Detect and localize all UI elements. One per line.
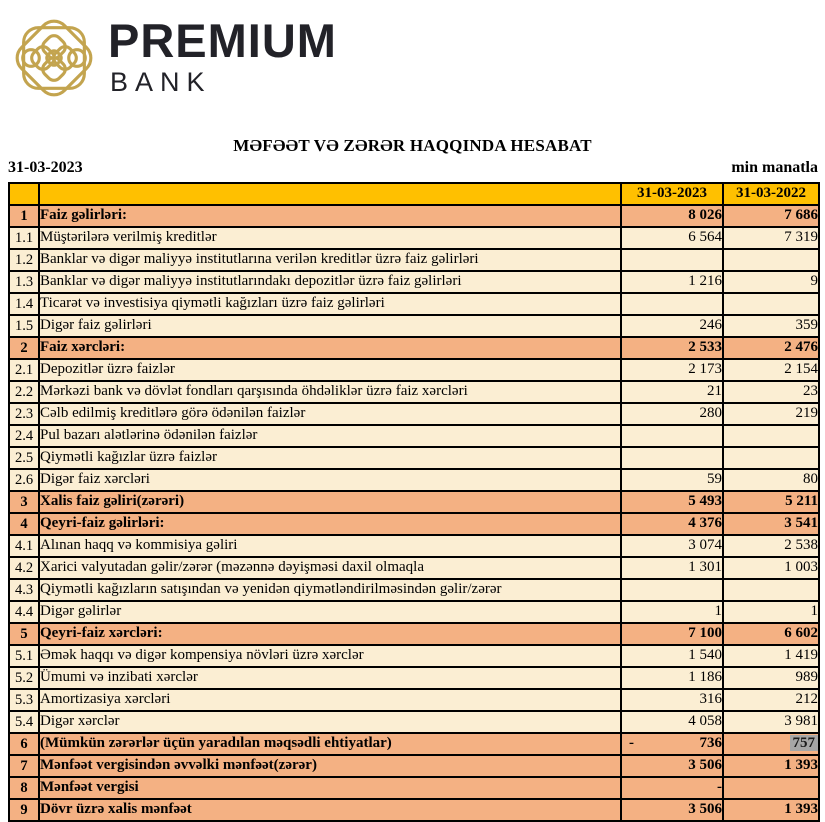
value-2023: - [621,777,723,799]
row-description: Depozitlər üzrə faizlər [39,359,621,381]
row-description: Ümumi və inzibati xərclər [39,667,621,689]
row-description: Faiz gəlirləri: [39,205,621,227]
value-2023: - 736 [621,733,723,755]
row-number: 2 [9,337,39,359]
value-2023: 21 [621,381,723,403]
report-unit-label: min manatla [731,159,818,176]
value-2023: 246 [621,315,723,337]
row-number: 7 [9,755,39,777]
value-2022: 359 [723,315,819,337]
value-2022: 2 538 [723,535,819,557]
row-description: Qiymətli kağızlar üzrə faizlər [39,447,621,469]
value-2022 [723,447,819,469]
value-2022 [723,733,819,755]
row-description: Digər gəlirlər [39,601,621,623]
row-number: 4.4 [9,601,39,623]
row-number: 5 [9,623,39,645]
value-2022: 9 [723,271,819,293]
value-2023: 1 186 [621,667,723,689]
value-2023: 1 540 [621,645,723,667]
value-2023: 2 173 [621,359,723,381]
row-description: Əmək haqqı və digər kompensiya növləri üzrə xərclər [39,645,621,667]
row-description: Xarici valyutadan gəlir/zərər (məzənnə dəyişməsi daxil olmaqla [39,557,621,579]
row-description: Banklar və digər maliyyə institutlarına verilən kreditlər üzrə faiz gəlirləri [39,249,621,271]
table-header-row [9,183,819,205]
row-description: Müştərilərə verilmiş kreditlər [39,227,621,249]
value-2022: 3 541 [723,513,819,535]
brand-header [8,10,337,106]
table-row [9,315,819,337]
row-number: 1.2 [9,249,39,271]
row-description: Dövr üzrə xalis mənfəət [39,799,621,821]
row-description: Faiz xərcləri: [39,337,621,359]
table-row [9,381,819,403]
value-2023: 4 376 [621,513,723,535]
value-2023: 3 506 [621,755,723,777]
value-2022: 1 [723,601,819,623]
row-description: Alınan haqq və kommisiya gəliri [39,535,621,557]
value-2022: 2 476 [723,337,819,359]
table-row [9,359,819,381]
row-number: 5.4 [9,711,39,733]
row-description: Digər xərclər [39,711,621,733]
value-2023 [621,447,723,469]
value-2022: 5 211 [723,491,819,513]
value-2022: 7 686 [723,205,819,227]
table-row [9,205,819,227]
row-number: 2.5 [9,447,39,469]
value-2022 [723,293,819,315]
value-2022: 23 [723,381,819,403]
value-2022: 6 602 [723,623,819,645]
value-2022 [723,425,819,447]
row-description: Mərkəzi bank və dövlət fondları qarşısında öhdəliklər üzrə faiz xərcləri [39,381,621,403]
table-row [9,337,819,359]
table-row [9,425,819,447]
table-row [9,293,819,315]
row-number: 8 [9,777,39,799]
value-2023 [621,425,723,447]
row-number: 5.2 [9,667,39,689]
header-cell-empty-no [9,183,39,205]
value-2022: 3 981 [723,711,819,733]
table-row [9,469,819,491]
row-description: Xalis faiz gəliri(zərəri) [39,491,621,513]
row-number: 2.1 [9,359,39,381]
value-2022: 212 [723,689,819,711]
row-description: Qiymətli kağızların satışından və yenidən qiymətləndirilməsindən gəlir/zərər [39,579,621,601]
row-number: 1 [9,205,39,227]
report-meta [8,159,818,177]
row-description: Cəlb edilmiş kreditlərə görə ödənilən faizlər [39,403,621,425]
row-number: 2.4 [9,425,39,447]
table-row [9,623,819,645]
row-description: Banklar və digər maliyyə institutlarındakı depozitlər üzrə faiz gəlirləri [39,271,621,293]
value-2023 [621,293,723,315]
table-row [9,667,819,689]
value-2023: 3 074 [621,535,723,557]
highlighted-value: 757 [790,735,819,751]
value-2022 [723,249,819,271]
brand-name: PREMIUM [108,13,337,67]
row-description: Qeyri-faiz gəlirləri: [39,513,621,535]
row-description: Amortizasiya xərcləri [39,689,621,711]
row-number: 2.6 [9,469,39,491]
row-number: 2.2 [9,381,39,403]
table-row [9,645,819,667]
header-cell-empty-desc [39,183,621,205]
row-number: 5.1 [9,645,39,667]
value-2022: 1 393 [723,799,819,821]
row-number: 4.3 [9,579,39,601]
row-number: 4 [9,513,39,535]
value-2023: 316 [621,689,723,711]
value-2023: 5 493 [621,491,723,513]
row-number: 5.3 [9,689,39,711]
row-number: 2.3 [9,403,39,425]
report-date: 31-03-2023 [8,159,83,176]
value-2022: 989 [723,667,819,689]
table-row [9,513,819,535]
table-row [9,689,819,711]
value-2023: 8 026 [621,205,723,227]
value-2023: 1 301 [621,557,723,579]
row-description: Digər faiz gəlirləri [39,315,621,337]
value-2023: 6 564 [621,227,723,249]
value-2022: 7 319 [723,227,819,249]
report-title: MƏFƏƏT VƏ ZƏRƏR HAQQINDA HESABAT [233,136,592,155]
value-2023: 1 [621,601,723,623]
header-cell-2023: 31-03-2023 [621,183,723,205]
table-row [9,249,819,271]
value-2023: 3 506 [621,799,723,821]
value-2022: 219 [723,403,819,425]
row-description: Mənfəət vergisi [39,777,621,799]
row-description: Qeyri-faiz xərcləri: [39,623,621,645]
value-2023 [621,249,723,271]
row-number: 9 [9,799,39,821]
value-2023 [621,579,723,601]
value-2022: 1 419 [723,645,819,667]
value-2022: 1 003 [723,557,819,579]
brand-wordmark [108,13,337,97]
value-2022: 2 154 [723,359,819,381]
value-2022: 1 393 [723,755,819,777]
row-description: Pul bazarı alətlərinə ödənilən faizlər [39,425,621,447]
table-row [9,733,819,755]
table-row [9,799,819,821]
row-description: Mənfəət vergisindən əvvəlki mənfəət(zərər) [39,755,621,777]
row-number: 3 [9,491,39,513]
table-row [9,227,819,249]
table-row [9,755,819,777]
table-row [9,403,819,425]
brand-subname: BANK [110,66,212,97]
table-row [9,447,819,469]
value-2023: 4 058 [621,711,723,733]
row-number: 1.5 [9,315,39,337]
row-description: Digər faiz xərcləri [39,469,621,491]
table-row [9,271,819,293]
value-2023: 7 100 [621,623,723,645]
value-2023: 2 533 [621,337,723,359]
table-row [9,579,819,601]
value-2022: 80 [723,469,819,491]
value-2023: 59 [621,469,723,491]
negative-sign: - [629,735,634,752]
value-2023: 280 [621,403,723,425]
value-2022 [723,777,819,799]
profit-loss-table [8,182,820,822]
table-row [9,601,819,623]
table-row [9,777,819,799]
table-row [9,535,819,557]
value-2023: 1 216 [621,271,723,293]
row-number: 1.3 [9,271,39,293]
row-description: Ticarət və investisiya qiymətli kağızları üzrə faiz gəlirləri [39,293,621,315]
table-row [9,557,819,579]
row-number: 4.2 [9,557,39,579]
premium-bank-knot-logo-icon [8,10,100,106]
row-description: (Mümkün zərərlər üçün yaradılan məqsədli ehtiyatlar) [39,733,621,755]
table-row [9,711,819,733]
row-number: 1.4 [9,293,39,315]
table-row [9,491,819,513]
row-number: 4.1 [9,535,39,557]
header-cell-2022: 31-03-2022 [723,183,819,205]
value-2022 [723,579,819,601]
row-number: 1.1 [9,227,39,249]
row-number: 6 [9,733,39,755]
